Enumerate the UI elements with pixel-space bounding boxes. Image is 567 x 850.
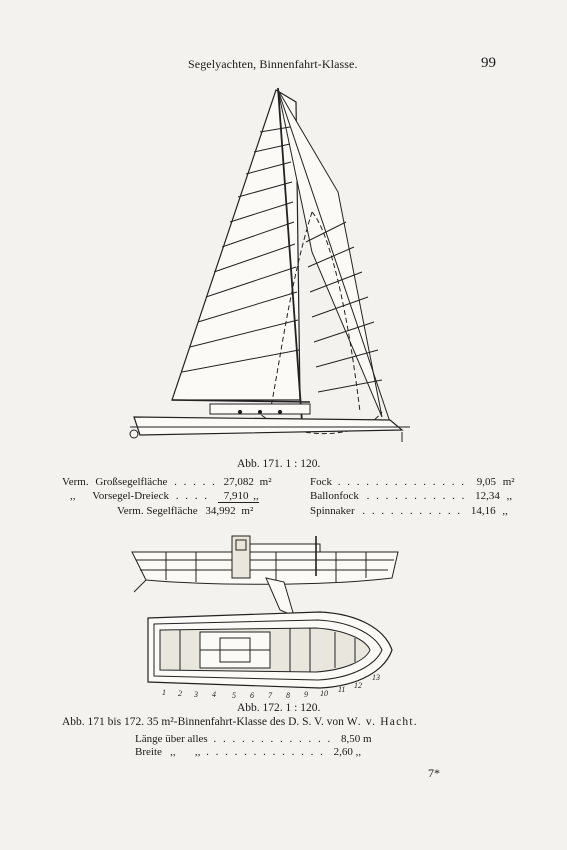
sail-area-row bbox=[310, 505, 508, 517]
row-value: 14,16 bbox=[470, 505, 496, 517]
dimension-label: Länge über alles bbox=[135, 733, 208, 745]
station-number: 1 bbox=[162, 688, 166, 697]
row-label: Fock bbox=[310, 476, 332, 488]
figure-172-caption: Abb. 172. 1 : 120. bbox=[237, 702, 321, 714]
station-number: 9 bbox=[304, 690, 308, 699]
sail-area-row bbox=[70, 490, 259, 503]
row-prefix: ,, bbox=[70, 490, 76, 502]
row-value: 12,34 bbox=[475, 490, 500, 502]
row-dots: . . . . . . . . . . . bbox=[366, 490, 467, 502]
designer-name: W. v. Hacht. bbox=[346, 716, 418, 728]
row-label: Großsegelfläche bbox=[95, 476, 168, 488]
page-number: 99 bbox=[481, 55, 496, 71]
row-unit: ,, bbox=[506, 490, 513, 502]
signature-mark: 7* bbox=[428, 766, 440, 780]
dimension-dots: . . . . . . . . . . . . . bbox=[206, 746, 325, 758]
station-number: 5 bbox=[232, 691, 236, 700]
row-unit: m² bbox=[502, 476, 515, 488]
dimension-value: 2,60 ,, bbox=[333, 746, 362, 758]
main-caption bbox=[62, 716, 418, 728]
row-dots: . . . . bbox=[175, 490, 210, 502]
row-value: 27,082 bbox=[223, 476, 254, 488]
row-dots: . . . . . bbox=[174, 476, 217, 488]
row-label: Spinnaker bbox=[310, 505, 355, 517]
station-number: 12 bbox=[354, 681, 362, 690]
dimension-dots: . . . . . . . . . . . . . bbox=[213, 733, 333, 745]
row-label: Vorsegel-Dreieck bbox=[92, 490, 170, 502]
row-value: 7,910 bbox=[218, 490, 259, 503]
sail-area-total-row bbox=[117, 505, 253, 517]
station-number: 6 bbox=[250, 691, 254, 700]
figure-171-caption: Abb. 171. 1 : 120. bbox=[237, 458, 321, 470]
dimension-row bbox=[135, 733, 372, 745]
sail-plan-drawing bbox=[120, 82, 420, 452]
row-prefix: Verm. bbox=[62, 476, 89, 488]
sail-area-row bbox=[310, 490, 512, 502]
main-caption-text: Abb. 171 bis 172. 35 m²-Binnenfahrt-Klasse des D. S. V. von bbox=[62, 716, 344, 728]
station-number: 10 bbox=[320, 689, 328, 698]
station-number: 11 bbox=[338, 685, 346, 694]
dimension-value: 8,50 m bbox=[340, 733, 372, 745]
dimension-label: Breite ,, ,, bbox=[135, 746, 201, 758]
row-value: 34,992 bbox=[205, 505, 236, 517]
sail-area-row bbox=[62, 476, 272, 488]
row-unit: m² bbox=[241, 505, 254, 517]
station-number: 8 bbox=[286, 691, 290, 700]
row-unit: ,, bbox=[253, 490, 259, 502]
row-dots: . . . . . . . . . . . bbox=[362, 505, 463, 517]
row-unit: m² bbox=[259, 476, 272, 488]
station-number: 2 bbox=[178, 689, 182, 698]
row-dots: . . . . . . . . . . . . . . bbox=[337, 476, 466, 488]
station-number: 13 bbox=[372, 673, 380, 682]
page-header bbox=[0, 57, 567, 77]
row-label: Verm. Segelfläche bbox=[117, 505, 198, 517]
station-number: 4 bbox=[212, 690, 216, 699]
dimension-row bbox=[135, 746, 361, 758]
deck-plan-drawing bbox=[140, 600, 400, 700]
station-number: 7 bbox=[268, 691, 272, 700]
row-unit: ,, bbox=[502, 505, 508, 517]
sail-area-row bbox=[310, 476, 515, 488]
running-title: Segelyachten, Binnenfahrt-Klasse. bbox=[188, 57, 358, 71]
row-label: Ballonfock bbox=[310, 490, 359, 502]
row-value: 9,05 bbox=[476, 476, 496, 488]
station-number: 3 bbox=[194, 690, 198, 699]
